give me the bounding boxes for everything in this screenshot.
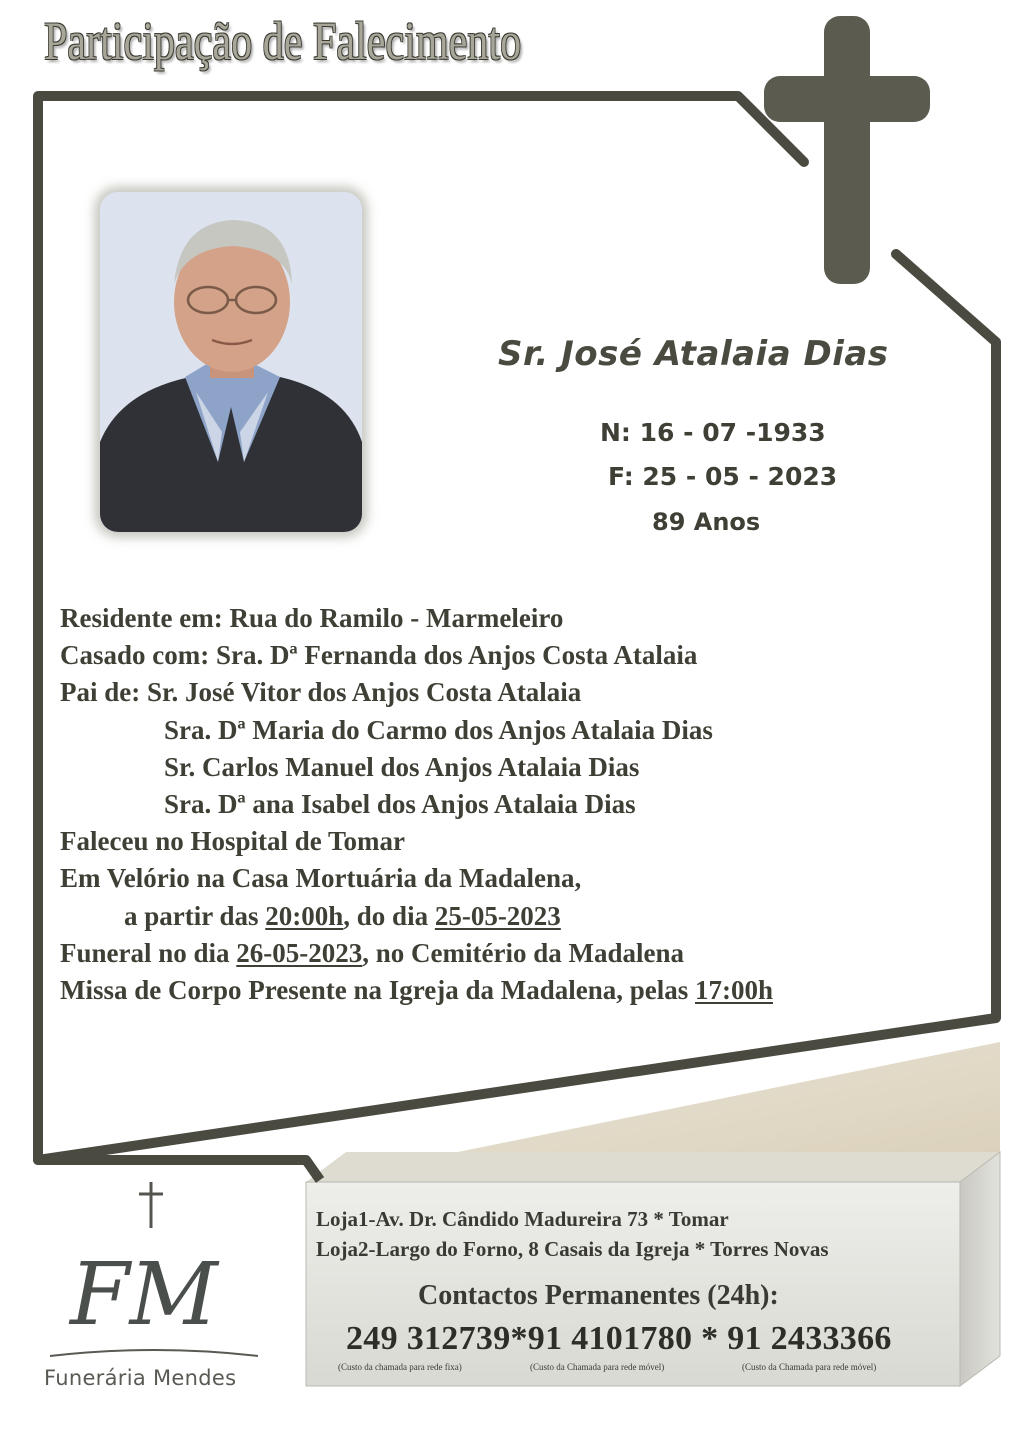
funeral-line: [60, 935, 773, 972]
child-name: Sr. José Vitor dos Anjos Costa Atalaia: [147, 677, 582, 708]
children-line: [60, 674, 773, 711]
phone-note-fixed: (Custo da chamada para rede fixa): [338, 1362, 462, 1372]
portrait-illustration: [100, 192, 362, 532]
funeral-home-logo: [40, 1236, 270, 1366]
wake-from-prefix: a partir das: [124, 900, 266, 931]
child-name: Sr. Carlos Manuel dos Anjos Atalaia Dias: [164, 751, 640, 782]
logo-monogram: FM: [70, 1245, 218, 1345]
wake-time: 20:00h: [265, 900, 344, 931]
funeral-suffix: , no Cemitério da Madalena: [362, 937, 684, 968]
funeral-date: 26-05-2023: [236, 937, 363, 968]
store2-address: Loja2-Largo do Forno, 8 Casais da Igreja * Torres Novas: [316, 1237, 829, 1261]
wake-day-prefix: , do dia: [343, 900, 435, 931]
portrait-photo: [100, 192, 362, 532]
funeral-prefix: Funeral no dia: [60, 937, 237, 968]
phone-note-mobile-2: (Custo da Chamada para rede móvel): [742, 1362, 877, 1372]
death-date: F: 25 - 05 - 2023: [608, 462, 838, 491]
funeral-home-name: Funerária Mendes: [44, 1366, 237, 1390]
mass-line: [60, 972, 773, 1009]
wake-time-line: [60, 898, 773, 935]
residence-line: Residente em: Rua do Ramilo - Marmeleiro: [60, 603, 564, 633]
mass-prefix: Missa de Corpo Presente na Igreja da Madalena, pelas: [60, 974, 695, 1005]
announcement-details: [60, 600, 773, 1009]
small-cross-icon: [136, 1180, 166, 1230]
page-title: Participação de Falecimento: [44, 11, 522, 71]
deceased-name: Sr. José Atalaia Dias: [498, 334, 889, 374]
mass-time: 17:00h: [694, 974, 773, 1005]
phone-numbers: 249 312739*91 4101780 * 91 2433366: [346, 1320, 892, 1357]
birth-date: N: 16 - 07 -1933: [600, 418, 826, 447]
store1-address: Loja1-Av. Dr. Cândido Madureira 73 * Tomar: [316, 1207, 729, 1231]
phone-note-mobile-1: (Custo da Chamada para rede móvel): [530, 1362, 665, 1372]
card-top-face: [306, 1152, 1000, 1182]
age: 89 Anos: [652, 508, 761, 536]
death-place-line: Faleceu no Hospital de Tomar: [60, 826, 406, 857]
wake-date: 25-05-2023: [434, 900, 561, 931]
child-name: Sra. Dª Maria do Carmo dos Anjos Atalaia Dias: [164, 714, 713, 745]
store-addresses: [316, 1204, 829, 1264]
children-label: Pai de:: [60, 677, 147, 708]
spouse-line: Casado com: Sra. Dª Fernanda dos Anjos Costa Atalaia: [60, 640, 698, 671]
card-side-face: [960, 1152, 1000, 1386]
child-name: Sra. Dª ana Isabel dos Anjos Atalaia Dias: [164, 788, 636, 819]
wake-line: Em Velório na Casa Mortuária da Madalena,: [60, 863, 582, 894]
contacts-heading: Contactos Permanentes (24h):: [418, 1280, 779, 1311]
